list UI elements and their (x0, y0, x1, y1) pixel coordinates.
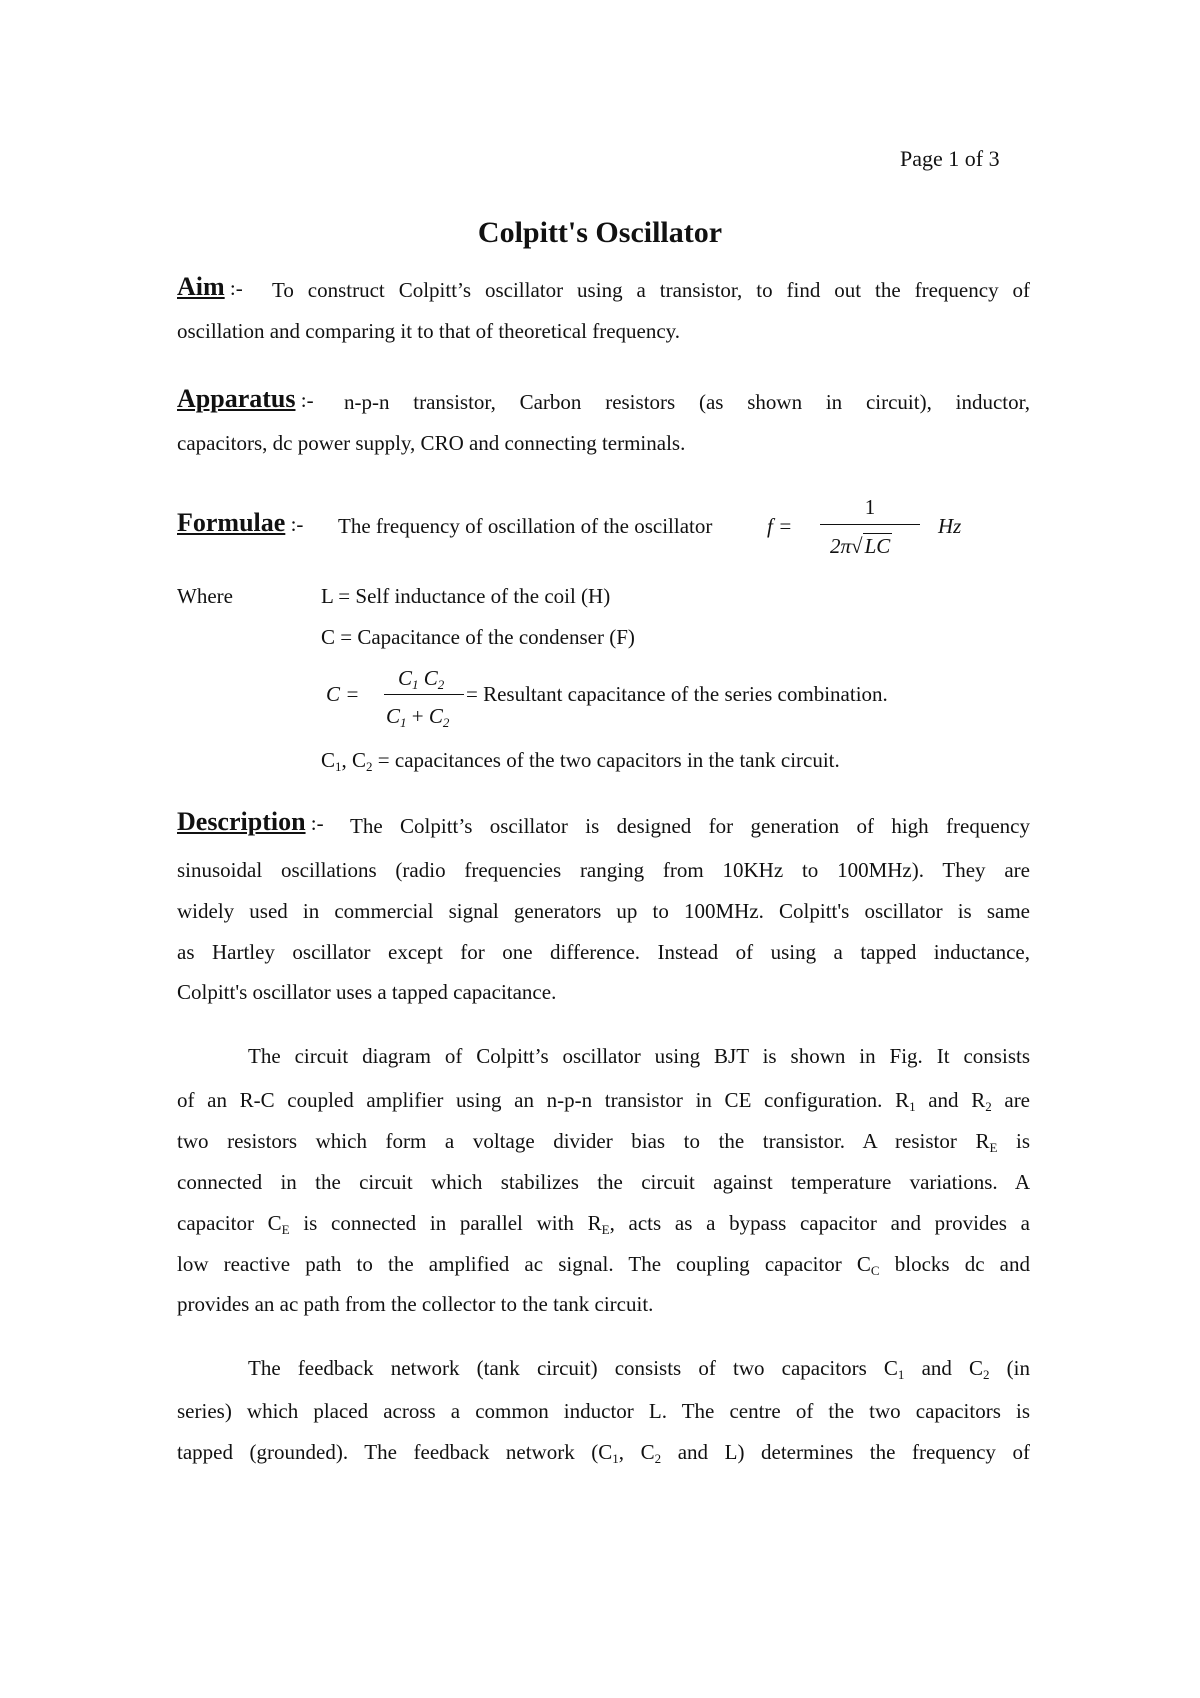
p2l2-c: are (991, 1088, 1031, 1112)
def-comma-c2: , C (341, 748, 367, 772)
apparatus-section (177, 384, 314, 413)
description-line-2: sinusoidal oscillations (radio frequencies ranging from 10KHz to 100MHz). They are (177, 858, 1030, 882)
p3l1-b: and C (904, 1356, 984, 1380)
apparatus-line-2: capacitors, dc power supply, CRO and connecting terminals. (177, 431, 686, 455)
p3l1-sub1: 1 (897, 1367, 905, 1382)
def-C: C = Capacitance of the condenser (F) (321, 625, 635, 649)
p2l2-sub2: 2 (985, 1099, 992, 1114)
formula-f-numerator: 1 (864, 495, 876, 519)
where-label: Where (177, 584, 233, 608)
formula-f-lhs: f = (767, 514, 793, 538)
p3l3-sub1: 1 (612, 1451, 619, 1466)
aim-line-1: To construct Colpitt’s oscillator using a transistor, to find out the frequency of (272, 278, 1030, 302)
formula-f-den-radicand: LC (864, 534, 891, 558)
p2l2-sub1: 1 (909, 1099, 916, 1114)
formula-f-fraction-bar (820, 524, 920, 525)
den-c1: C (386, 704, 401, 728)
def-c1-c2 (321, 748, 840, 774)
formulae-sep: :- (285, 512, 304, 536)
p2l5-a: capacitor C (177, 1211, 282, 1235)
para3-line-2: series) which placed across a common inductor L. The centre of the two capacitors is (177, 1399, 1030, 1423)
formula-f-unit: Hz (938, 514, 962, 538)
description-line-5: Colpitt's oscillator uses a tapped capacitance. (177, 980, 557, 1004)
para2-line-2 (177, 1088, 1030, 1113)
den-c2-sub: 2 (442, 715, 450, 730)
p2l5-b: is connected in parallel with R (289, 1211, 602, 1235)
formula-c-denominator (386, 704, 450, 730)
para2-line-5 (177, 1211, 1030, 1236)
aim-line-2: oscillation and comparing it to that of theoretical frequency. (177, 319, 681, 343)
apparatus-line-1: n-p-n transistor, Carbon resistors (as shown in circuit), inductor, (344, 390, 1030, 414)
p3l1-c: (in (989, 1356, 1030, 1380)
para3-line-3 (177, 1440, 1030, 1465)
description-line-1: The Colpitt’s oscillator is designed for generation of high frequency (350, 814, 1030, 838)
p2l6-sub: C (870, 1263, 880, 1278)
description-line-4: as Hartley oscillator except for one difference. Instead of using a tapped inductance, (177, 940, 1030, 964)
sqrt-sign-icon: √ (851, 534, 863, 558)
formula-c-rhs: = Resultant capacitance of the series combination. (466, 682, 888, 706)
apparatus-sep: :- (295, 388, 314, 412)
description-heading: Description (177, 807, 306, 836)
para2-line-1: The circuit diagram of Colpitt’s oscillator using BJT is shown in Fig. It consists (248, 1044, 1030, 1068)
p2l3-sub: E (989, 1140, 998, 1155)
den-c2: C (428, 704, 443, 728)
p3l1-a: The feedback network (tank circuit) consists of two capacitors C (248, 1356, 898, 1380)
p2l3-a: two resistors which form a voltage divider bias to the transistor. A resistor R (177, 1129, 990, 1153)
para2-line-7: provides an ac path from the collector to the tank circuit. (177, 1292, 654, 1316)
formula-c-lhs: C = (326, 682, 360, 706)
formulae-text: The frequency of oscillation of the oscillator (338, 514, 713, 538)
p2l2-b: and R (915, 1088, 986, 1112)
aim-sep: :- (224, 276, 243, 300)
def-c1-sub: 1 (335, 759, 342, 774)
p2l6-a: low reactive path to the amplified ac signal. The coupling capacitor C (177, 1252, 871, 1276)
def-c2-sub: 2 (366, 759, 373, 774)
formula-c-numerator (398, 666, 445, 692)
page-title: Colpitt's Oscillator (477, 216, 723, 249)
para2-line-4: connected in the circuit which stabilizes the circuit against temperature variations. A (177, 1170, 1030, 1194)
p2l3-b: is (997, 1129, 1030, 1153)
apparatus-heading: Apparatus (177, 384, 296, 413)
para2-line-6 (177, 1252, 1030, 1277)
para2-line-3 (177, 1129, 1030, 1154)
num-c2-sub: 2 (437, 677, 445, 692)
p3l3-b: , C (618, 1440, 655, 1464)
formula-f-denominator (830, 536, 892, 557)
formulae-heading: Formulae (177, 508, 286, 537)
formula-c-fraction-bar (384, 694, 464, 695)
formula-f-den-pre: 2π (830, 534, 852, 558)
p3l3-sub2: 2 (654, 1451, 662, 1466)
num-c2: C (423, 666, 438, 690)
formulae-section (177, 508, 304, 537)
p2l5-sub2: E (601, 1222, 610, 1237)
p2l5-c: , acts as a bypass capacitor and provides a (609, 1211, 1031, 1235)
def-c12-rest: = capacitances of the two capacitors in the tank circuit. (372, 748, 840, 772)
p2l2-a: of an R-C coupled amplifier using an n-p-n transistor in CE configuration. R (177, 1088, 910, 1112)
num-c1: C (398, 666, 413, 690)
p3l3-a: tapped (grounded). The feedback network (C (177, 1440, 613, 1464)
num-c1-sub: 1 (412, 677, 419, 692)
def-c1: C (321, 748, 336, 772)
aim-heading: Aim (177, 272, 225, 301)
p2l5-sub1: E (281, 1222, 290, 1237)
para3-line-1 (248, 1356, 1030, 1382)
p2l6-b: blocks dc and (879, 1252, 1030, 1276)
description-line-3: widely used in commercial signal generators up to 100MHz. Colpitt's oscillator is same (177, 899, 1030, 923)
page-number: Page 1 of 3 (900, 146, 1000, 171)
den-c1-sub: 1 (400, 715, 407, 730)
p3l3-c: and L) determines the frequency of (661, 1440, 1030, 1464)
p3l1-sub2: 2 (983, 1367, 990, 1382)
def-L: L = Self inductance of the coil (H) (321, 584, 611, 608)
den-plus: + (411, 704, 424, 728)
aim-section (177, 272, 243, 301)
description-section (177, 807, 324, 836)
description-sep: :- (305, 811, 324, 835)
